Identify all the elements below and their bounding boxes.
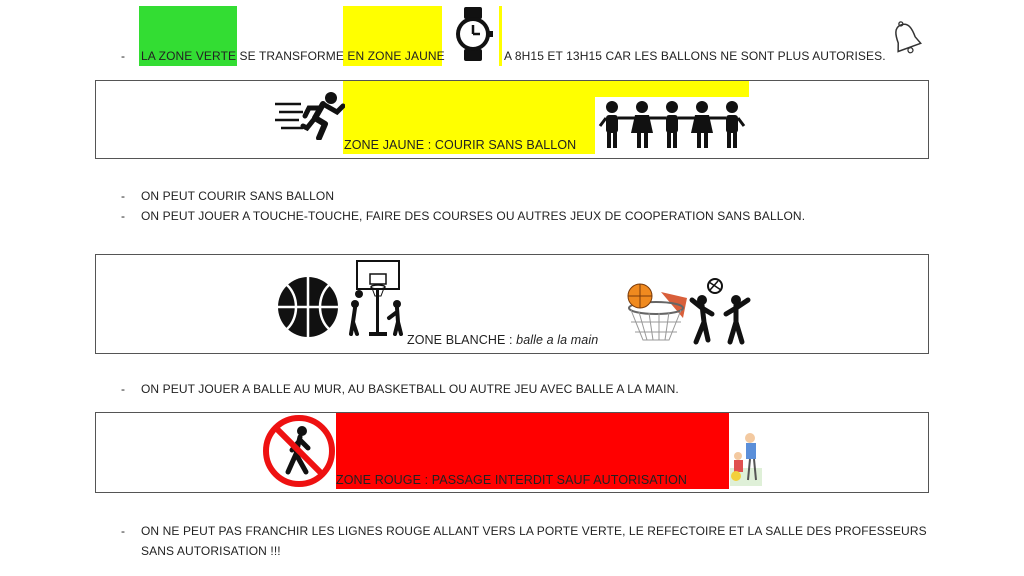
red-bullet-dash-1: - <box>121 524 125 538</box>
white-bullet-1: ON PEUT JOUER A BALLE AU MUR, AU BASKETBALL OU AUTRE JEU AVEC BALLE A LA MAIN. <box>141 382 679 396</box>
running-man-icon <box>273 90 345 140</box>
yellow-bullet-dash-2: - <box>121 209 125 223</box>
zone-white-title <box>407 333 598 347</box>
basketball-hoop-players-icon <box>345 260 405 338</box>
white-bullet-dash-1: - <box>121 382 125 396</box>
zone-white-title-italic: balle a la main <box>516 333 599 347</box>
basketball-icon <box>277 276 339 338</box>
yellow-bullet-dash-1: - <box>121 189 125 203</box>
no-pedestrian-icon <box>262 414 336 488</box>
yellow-bullet-1: ON PEUT COURIR SANS BALLON <box>141 189 335 203</box>
children-holding-hands-icon <box>598 100 746 150</box>
red-bullet-1-continued: SANS AUTORISATION !!! <box>141 544 281 558</box>
zone-yellow-title: ZONE JAUNE : COURIR SANS BALLON <box>344 138 577 152</box>
intro-bullet: - <box>121 49 125 63</box>
watch-icon <box>452 7 494 61</box>
transforms-label: SE TRANSFORME <box>236 49 344 63</box>
zone-white-title-prefix: ZONE BLANCHE : <box>407 333 517 347</box>
basket-net-icon <box>625 282 689 344</box>
zone-red-title: ZONE ROUGE : PASSAGE INTERDIT SAUF AUTORISATION <box>336 473 688 487</box>
red-bullet-1: ON NE PEUT PAS FRANCHIR LES LIGNES ROUGE ALLANT VERS LA PORTE VERTE, LE REFECTOIRE ET LA SALLE DES PROFESSEURS <box>141 524 927 538</box>
intro-rest: A 8H15 ET 13H15 CAR LES BALLONS NE SONT PLUS AUTORISES. <box>504 49 886 63</box>
yellow-zone-label: EN ZONE JAUNE <box>343 49 445 63</box>
kids-playing-icon <box>728 432 764 488</box>
bell-icon <box>890 20 922 58</box>
yellow-bullet-2: ON PEUT JOUER A TOUCHE-TOUCHE, FAIRE DES COURSES OU AUTRES JEUX DE COOPERATION SANS BALLON. <box>141 209 806 223</box>
jumping-kids-icon <box>688 278 752 346</box>
yellow-thin-bar <box>499 6 502 66</box>
green-zone-label: LA ZONE VERTE <box>141 49 237 63</box>
intro-line <box>141 49 445 63</box>
